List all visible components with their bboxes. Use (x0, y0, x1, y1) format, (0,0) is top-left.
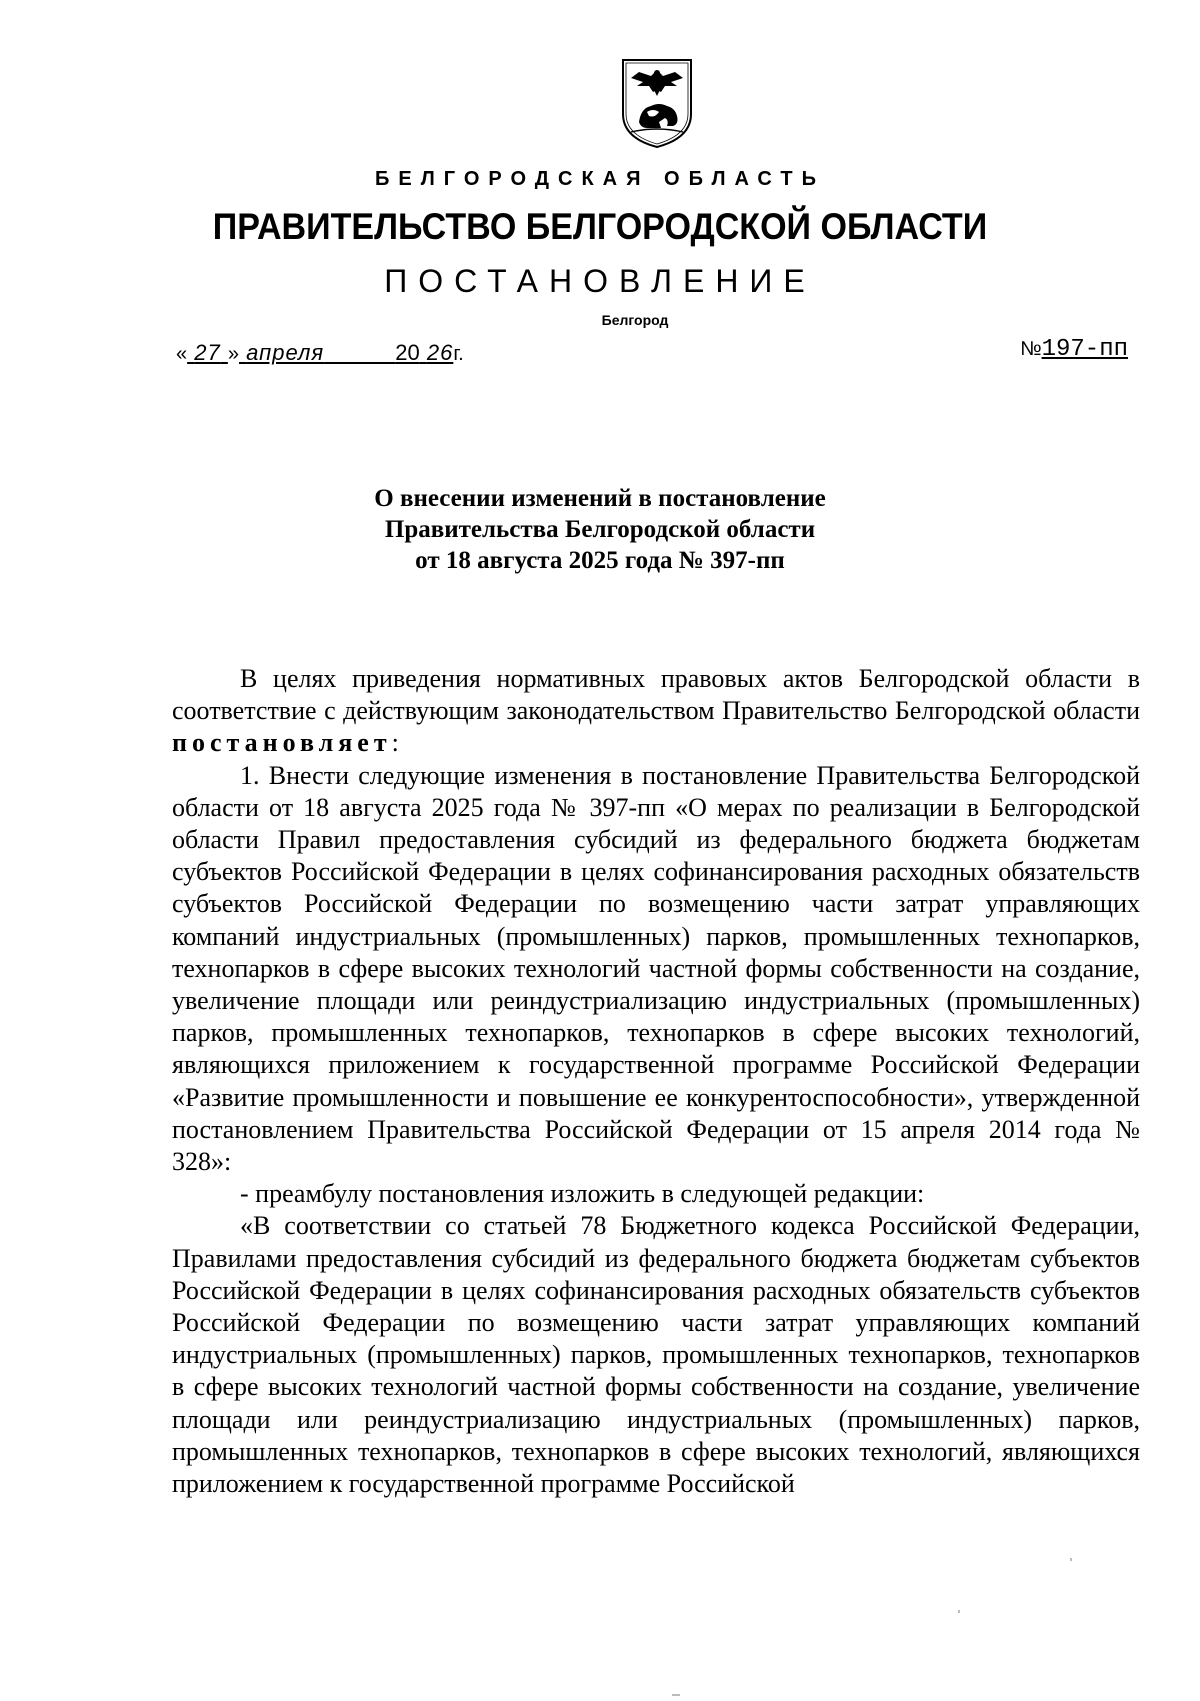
paragraph-quoted-text: «В соответствии со статьей 78 Бюджетного кодекса Российской Федерации, Правилами предоставления субсидий из федерального бюджета бюджетам субъектов Российской Федерации в целях софинансирования расходных обязательств субъектов Российской Федерации по возмещению части затрат управляющих компаний индустриальных (промышленных) парков, промышленных технопарков, технопарков в сфере высоких технологий частной формы собственности на создание, увеличение площади или реиндустриализацию индустриальных (промышленных) парков, промышленных технопарков, технопарков в сфере высоких технологий, являющихся приложением к государственной программе Российской (172, 1211, 1140, 1499)
city-name: Белгород (601, 312, 669, 328)
date-year: 26 (426, 340, 454, 365)
document-title (0, 483, 1200, 576)
scan-speck (672, 1694, 680, 1696)
title-line: от 18 августа 2025 года № 397-пп (415, 547, 785, 574)
date-suffix: г. (453, 343, 464, 365)
date-day: 27 (194, 340, 221, 365)
date-open-quote: « (176, 343, 188, 365)
number-prefix: № (1020, 338, 1042, 360)
document-date (176, 340, 464, 366)
document-number (1020, 336, 1128, 363)
title-line: О внесении изменений в постановление (374, 485, 826, 512)
scan-speck (1070, 1558, 1072, 1561)
government-name: ПРАВИТЕЛЬСТВО БЕЛГОРОДСКОЙ ОБЛАСТИ (212, 206, 988, 247)
number-value: 197-пп (1041, 336, 1128, 363)
coat-of-arms-icon (617, 56, 697, 150)
date-month: апреля (246, 340, 325, 365)
date-century: 20 (395, 340, 420, 365)
scan-speck (958, 1610, 960, 1613)
document-body (172, 663, 1140, 1500)
document-type: ПОСТАНОВЛЕНИЕ (384, 263, 816, 299)
paragraph-item-1: 1. Внести следующие изменения в постановление Правительства Белгородской области от 18 августа 2025 года № 397-пп «О мерах по реализации в Белгородской области Правил предоставления субсидий из федерального бюджета бюджетам субъектов Российской Федерации в целях софинансирования расходных обязательств субъектов Российской Федерации по возмещению части затрат управляющих компаний индустриальных (промышленных) парков, промышленных технопарков, технопарков в сфере высоких технологий частной формы собственности на создание, увеличение площади или реиндустриализацию индустриальных (промышленных) парков, промышленных технопарков, технопарков в сфере высоких технологий, являющихся приложением к государственной программе Российской Федерации «Развитие промышленности и повышение ее конкурентоспособности», утвержденной постановлением Правительства Российской Федерации от 15 апреля 2014 года № 328»: (172, 760, 1140, 1177)
region-name: БЕЛГОРОДСКАЯ ОБЛАСТЬ (375, 168, 825, 190)
paragraph-instruction: - преамбулу постановления изложить в следующей редакции: (240, 1179, 925, 1209)
date-close-quote: » (227, 343, 239, 365)
title-line: Правительства Белгородской области (384, 516, 816, 543)
paragraph-preamble: В целях приведения нормативных правовых актов Белгородской области в соответствие с действующим законодательством Правительство Белгородской области постановляет: (172, 664, 1140, 758)
resolves-word: постановляет (172, 728, 392, 758)
